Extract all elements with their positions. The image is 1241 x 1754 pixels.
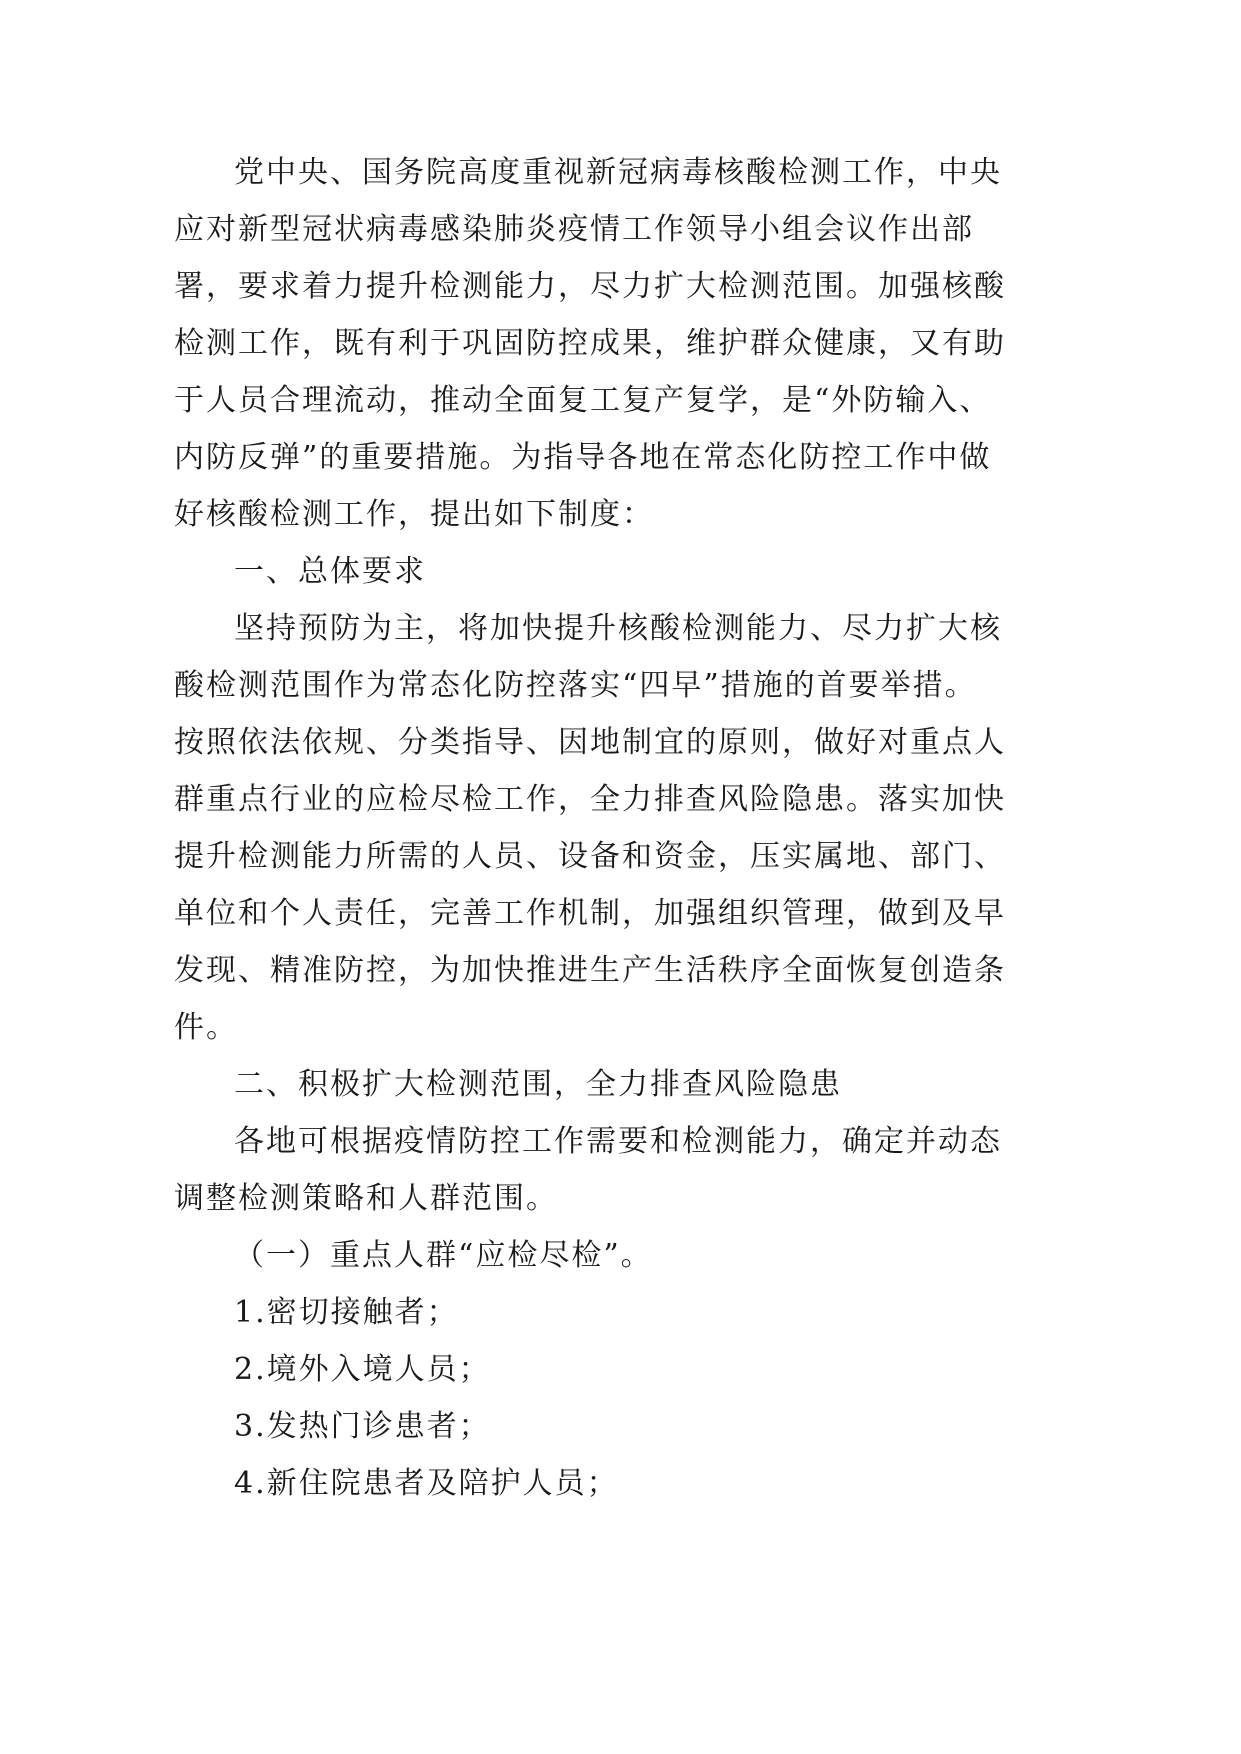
paragraph-2-line-8: 件。 bbox=[174, 1010, 238, 1045]
paragraph-1-line-3: 署，要求着力提升检测能力，尽力扩大检测范围。加强核酸 bbox=[174, 269, 1006, 304]
paragraph-1-line-5: 于人员合理流动，推动全面复工复产复学，是“外防输入、 bbox=[174, 383, 992, 418]
list-item-4: 4.新住院患者及陪护人员； bbox=[234, 1466, 619, 1501]
paragraph-1-line-7: 好核酸检测工作，提出如下制度： bbox=[174, 497, 654, 532]
paragraph-2-line-3: 按照依法依规、分类指导、因地制宜的原则，做好对重点人 bbox=[174, 725, 1006, 760]
paragraph-2-line-4: 群重点行业的应检尽检工作，全力排查风险隐患。落实加快 bbox=[174, 782, 1006, 817]
section-heading-1: 一、总体要求 bbox=[234, 554, 426, 589]
paragraph-1-line-1: 党中央、国务院高度重视新冠病毒核酸检测工作，中央 bbox=[234, 155, 1002, 190]
paragraph-3-line-1: 各地可根据疫情防控工作需要和检测能力，确定并动态 bbox=[234, 1124, 1002, 1159]
paragraph-3-line-2: 调整检测策略和人群范围。 bbox=[174, 1181, 558, 1216]
paragraph-2-line-1: 坚持预防为主，将加快提升核酸检测能力、尽力扩大核 bbox=[234, 611, 1002, 646]
paragraph-2-line-5: 提升检测能力所需的人员、设备和资金，压实属地、部门、 bbox=[174, 839, 1006, 874]
paragraph-1-line-6: 内防反弹”的重要措施。为指导各地在常态化防控工作中做 bbox=[174, 440, 992, 475]
paragraph-2-line-6: 单位和个人责任，完善工作机制，加强组织管理，做到及早 bbox=[174, 896, 1006, 931]
paragraph-2-line-7: 发现、精准防控，为加快推进生产生活秩序全面恢复创造条 bbox=[174, 953, 1006, 988]
paragraph-1-line-4: 检测工作，既有利于巩固防控成果，维护群众健康，又有助 bbox=[174, 326, 1006, 361]
subsection-heading-1: （一）重点人群“应检尽检”。 bbox=[234, 1238, 653, 1273]
paragraph-1-line-2: 应对新型冠状病毒感染肺炎疫情工作领导小组会议作出部 bbox=[174, 212, 974, 247]
list-item-3: 3.发热门诊患者； bbox=[234, 1409, 491, 1444]
section-heading-2: 二、积极扩大检测范围，全力排查风险隐患 bbox=[234, 1067, 842, 1102]
list-item-1: 1.密切接触者； bbox=[234, 1295, 459, 1330]
paragraph-2-line-2: 酸检测范围作为常态化防控落实“四早”措施的首要举措。 bbox=[174, 668, 977, 703]
list-item-2: 2.境外入境人员； bbox=[234, 1352, 491, 1387]
